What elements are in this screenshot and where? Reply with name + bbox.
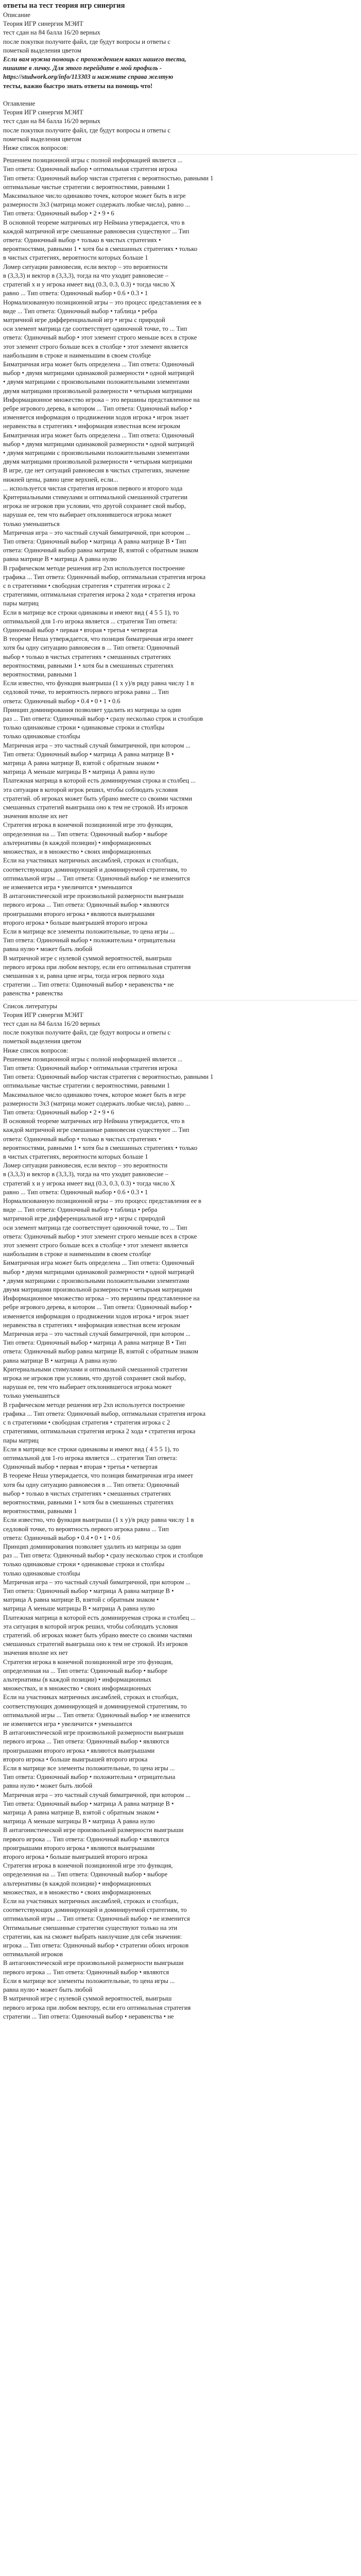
- text-line: оптимальные чистые стратегии с вероятностями, равными 1: [3, 1082, 170, 1090]
- text-line: вероятностями, равными 1 • хотя бы в смешанных стратегиях: [3, 662, 174, 669]
- text-line: выбор • двумя матрицами одинаковой размерности • одной матрицей: [3, 1268, 194, 1276]
- text-line: Тип ответа: Одиночный выбор чистая стратегия с вероятностью, равными 1: [3, 1073, 214, 1081]
- questions-list-2: [3, 1055, 358, 2021]
- text-line: проигрышами второго игрока • являются выигрышами: [3, 1844, 155, 1852]
- text-line: вероятностями, равными 1: [3, 1507, 77, 1515]
- text-line: виде ... Тип ответа: Одиночный выбор • таблица • ребра: [3, 1206, 158, 1214]
- text-line: определенная на ... Тип ответа: Одиночный выбор • выборе: [3, 830, 168, 838]
- text-line: каждой матричной игре смешанные равновесия существуют ... Тип: [3, 1126, 190, 1134]
- text-line: Решением позиционной игры с полной информацией является ...: [3, 157, 183, 164]
- text-line: тесты, важно быстро знать ответы на помощь что!: [3, 82, 153, 90]
- text-line: ответа: Одиночный выбор • этот элемент строго меньше всех в строке: [3, 1232, 197, 1240]
- text-line: игрока не игроков при условии, что другой сохраняет свой выбор,: [3, 1375, 186, 1382]
- text-line: тест сдан на 84 балла 16/20 верных: [3, 117, 100, 125]
- text-line: Оглавление: [3, 100, 36, 108]
- text-line: ответа: Одиночный выбор • только в чистых стратегиях •: [3, 236, 161, 244]
- text-line: Если известно, что функция выигрыша (1 x y)/в ряду равна числу 1 в: [3, 680, 194, 687]
- text-line: тест сдан на 84 балла 16/20 верных: [3, 1020, 100, 1027]
- text-line: изменяется информация о продвижении ходов игрока • игрок знает: [3, 1312, 189, 1320]
- text-line: матрица А меньше матрицы В • матрица А равна нулю: [3, 1605, 155, 1613]
- text-line: множествах, и в множество • своих информационных: [3, 848, 151, 856]
- text-line: Биматричная игра может быть определена ... Тип ответа: Одиночный: [3, 360, 195, 368]
- text-line: выбор • только в чистых стратегиях • смешанных стратегиях: [3, 653, 171, 660]
- text-line: Тип ответа: Одиночный выбор • матрица А равна матрице В •: [3, 1800, 174, 1807]
- text-line: равно ... Тип ответа: Одиночный выбор • 0.6 • 0.3 • 1: [3, 290, 148, 297]
- text-line: Матричная игра – это частный случай биматричной, при котором ...: [3, 741, 191, 749]
- text-line: оптимальные чистые стратегии с вероятностями, равными 1: [3, 183, 170, 191]
- text-line: Матричная игра – это частный случай биматричной, при котором ...: [3, 1578, 191, 1586]
- divider: [3, 154, 358, 155]
- text-line: Критериальными стимулами и оптимальной смешанной стратегии: [3, 1365, 187, 1373]
- text-line: наибольшим в строке и наименьшим в своем столбце: [3, 351, 151, 359]
- text-line: Ломер ситуации равновесия, если вектор – это вероятности: [3, 1162, 168, 1170]
- text-line: Одиночный выбор • первая • вторая • третья • четвертая: [3, 1463, 158, 1471]
- text-line: нарушая ее, тем что выбирает отклонившегося игрока может: [3, 1383, 172, 1391]
- text-line: пометкой выделения цветом: [3, 46, 81, 54]
- text-line: Ниже список вопросов:: [3, 1046, 68, 1054]
- text-line: только одинаковые строки • одинаковые строки и столбцы: [3, 724, 165, 732]
- text-line: вероятностями, равными 1: [3, 671, 77, 679]
- text-line: стратегиями, оптимальная стратегия игрока 2 хода • стратегия игрока: [3, 591, 196, 599]
- text-line: смешанная x и, равна цене игры, тогда игрок первого хода: [3, 972, 164, 979]
- text-line: матричной игре дифференциальной игр • игры с природой: [3, 1215, 165, 1223]
- text-line: стратегии ... Тип ответа: Одиночный выбор • неравенства • не: [3, 981, 174, 989]
- text-line: тест сдан на 84 балла 16/20 верных: [3, 29, 100, 37]
- text-line: после покупки получите файл, где будут вопросы и ответы с: [3, 1029, 170, 1037]
- text-line: В антагонистической игре произвольной размерности выигрыши: [3, 1959, 184, 1967]
- text-line: только одинаковые столбцы: [3, 1569, 80, 1577]
- text-line: этот элемент строго больше всех в столбце • этот элемент является: [3, 1242, 188, 1249]
- text-line: стратегий. об игроках может быть убрано вместе со своими частями: [3, 794, 192, 802]
- text-line: Теория ИГР синергия МЭИТ: [3, 20, 83, 28]
- text-line: Список литературы: [3, 1002, 58, 1010]
- document-title: ответы на тест теория игр синергия: [3, 2, 125, 10]
- text-line: Стратегия игрока в конечной позиционной игре это функция,: [3, 821, 173, 829]
- text-line: Оптимальные смешанные стратегии существуют только на эти: [3, 1924, 178, 1931]
- text-line: второго игрока • больше выигрышей второго игрока: [3, 1853, 148, 1861]
- text-line: https://studwork.org/info/113303 и нажмите справа желтую: [3, 73, 174, 81]
- text-line: Матричная игра – это частный случай биматричной, при котором ...: [3, 1791, 191, 1799]
- text-line: Принцип доминирования позволяет удалить из матрицы за один: [3, 1543, 181, 1550]
- text-line: только одинаковые строки • одинаковые строки и столбцы: [3, 1561, 165, 1568]
- text-line: вероятностями, равными 1 • хотя бы в смешанных стратегиях • только: [3, 245, 198, 253]
- text-line: определенная на ... Тип ответа: Одиночный выбор • выборе: [3, 1871, 168, 1878]
- text-line: Тип ответа: Одиночный выбор • 2 • 9 • 6: [3, 1108, 114, 1116]
- text-line: В основной теореме матричных игр Неймана утверждается, что в: [3, 218, 185, 226]
- text-line: эта ситуация в которой игрок решил, чтобы соблюдать условия: [3, 786, 178, 793]
- text-line: Если в матрице все строки одинаковы и имеют вид ( 4 5 5 1), то: [3, 608, 179, 616]
- text-line: значения вполне их нет: [3, 812, 68, 820]
- text-line: Если в матрице все строки одинаковы и имеют вид ( 4 5 5 1), то: [3, 1445, 179, 1453]
- text-line: каждой матричной игре смешанные равновесия существуют ... Тип: [3, 227, 190, 235]
- text-line: В матричной игре с нулевой суммой вероятностей, выигрыш: [3, 954, 172, 962]
- text-line: Принцип доминирования позволяет удалить из матрицы за один: [3, 706, 181, 714]
- text-line: оптимальной для 1-го игрока является ... стратегия Тип ответа:: [3, 617, 178, 625]
- text-line: Информационное множество игрока – это вершины представленное на: [3, 396, 200, 403]
- text-line: Матричная игра – это частный случай биматричной, при котором ...: [3, 1330, 191, 1338]
- text-line: второго игрока • больше выигрышей второго игрока: [3, 919, 148, 926]
- text-line: ребре игрового дерева, в котором ... Тип ответа: Одиночный выбор •: [3, 1303, 192, 1311]
- text-line: Если в матрице все элементы положительные, то цена игры ...: [3, 927, 175, 935]
- text-line: Тип ответа: Одиночный выбор • матрица А равна матрице В • Тип: [3, 537, 186, 545]
- text-line: матрица А меньше матрицы В • матрица А равна нулю: [3, 768, 155, 776]
- text-line: выбор • только в чистых стратегиях • смешанных стратегиях: [3, 1489, 171, 1497]
- text-line: стратегии, как на сможет выбрать наилучшие для себя значения:: [3, 1933, 182, 1940]
- text-line: графика ... Тип ответа: Одиночный выбор, оптимальная стратегия игрока: [3, 1410, 206, 1417]
- text-line: равна нулю • может быть любой: [3, 1986, 93, 1994]
- text-line: В игре, где нет ситуаций равновесия в чистых стратегиях, значение: [3, 467, 190, 474]
- text-line: двумя матрицами произвольной размерности • четырьмя матрицами: [3, 1286, 193, 1294]
- text-line: Тип ответа: Одиночный выбор • положительна • отрицательна: [3, 937, 176, 944]
- text-line: матрица А равна матрице В, взятой с обратным знаком •: [3, 1809, 159, 1817]
- text-line: после покупки получите файл, где будут вопросы и ответы с: [3, 38, 170, 45]
- text-line: оптимальной для 1-го игрока является ... стратегия Тип ответа:: [3, 1454, 178, 1462]
- text-line: только уменьшиться: [3, 520, 60, 528]
- intro-block: [3, 11, 358, 152]
- text-line: смешанных стратегий выигрыша оно к тем не строкой. Из игроков: [3, 1640, 188, 1648]
- text-line: Критериальными стимулами и оптимальной смешанной стратегии: [3, 493, 187, 501]
- text-line: в чистых стратегиях, вероятности которых больше 1: [3, 254, 148, 262]
- text-line: выбор • двумя матрицами одинаковой размерности • одной матрицей: [3, 440, 194, 448]
- text-line: после покупки получите файл, где будут вопросы и ответы с: [3, 126, 170, 134]
- text-line: ответа: Одиночный выбор • 0.4 • 0 • 1 • 0.6: [3, 697, 121, 705]
- text-line: второго игрока • больше выигрышей второго игрока: [3, 1755, 148, 1763]
- text-line: Максимальное число одинаково точек, которое может быть в игре: [3, 192, 186, 200]
- text-line: Тип ответа: Одиночный выбор • оптимальная стратегия игрока: [3, 165, 178, 173]
- text-line: оптимальной игры ... Тип ответа: Одиночный выбор • не изменится: [3, 874, 190, 882]
- text-line: В антагонистической игре произвольной размерности выигрыши: [3, 892, 184, 900]
- text-line: нижней цены, равно цене верхней, если...: [3, 476, 118, 483]
- text-line: первого игрока ... Тип ответа: Одиночный выбор • являются: [3, 1738, 169, 1745]
- text-line: неравенства в стратегиях • информация известная всем игрокам: [3, 1321, 180, 1329]
- text-line: стратегий x и y игрока имеет вид (0.3, 0.3, 0.3) • тогда число X: [3, 281, 176, 289]
- text-line: вероятностями, равными 1 • хотя бы в смешанных стратегиях • только: [3, 1144, 198, 1151]
- questions-list: [3, 156, 358, 998]
- text-line: Если на участниках матричных ансамблей, строках и столбцах,: [3, 857, 179, 865]
- text-line: Платежная матрица в которой есть доминируемая строка и столбец ...: [3, 1614, 196, 1621]
- text-line: неравенства в стратегиях • информация известная всем игрокам: [3, 422, 180, 430]
- text-line: только одинаковые столбцы: [3, 733, 80, 740]
- text-line: равна матрице В • матрица А равна нулю: [3, 1357, 117, 1364]
- text-line: наибольшим в строке и наименьшим в своем столбце: [3, 1250, 151, 1258]
- text-line: оптимальной игры ... Тип ответа: Одиночный выбор • не изменится: [3, 1711, 190, 1719]
- text-line: равна нулю • может быть любой: [3, 945, 93, 953]
- text-line: двумя матрицами произвольной размерности • четырьмя матрицами: [3, 387, 193, 395]
- text-line: Если известно, что функция выигрыша (1 x y)/в ряду равна числу 1 в: [3, 1516, 194, 1524]
- text-line: равна нулю • может быть любой: [3, 1782, 93, 1790]
- text-line: Тип ответа: Одиночный выбор чистая стратегия с вероятностью, равными 1: [3, 174, 214, 182]
- text-line: Описание: [3, 11, 30, 19]
- text-line: стратегий. об игроках может быть убрано вместе со своими частями: [3, 1631, 192, 1639]
- text-line: размерности 3х3 (матрица может содержать любые числа), равно ...: [3, 201, 191, 209]
- text-line: не изменяется игра • увеличится • уменьшится: [3, 1720, 132, 1727]
- text-line: альтернативы (в каждой позиции) • информационных: [3, 1879, 151, 1887]
- text-line: равенства • равенства: [3, 990, 63, 997]
- text-line: равно ... Тип ответа: Одиночный выбор • 0.6 • 0.3 • 1: [3, 1188, 148, 1196]
- text-line: в (3,3,3) и вектор в (3,3,3), тогда на что уходит равновесие –: [3, 272, 168, 279]
- text-line: стратегиями, оптимальная стратегия игрока 2 хода • стратегия игрока: [3, 1428, 196, 1435]
- text-line: пары матриц: [3, 1436, 39, 1444]
- text-line: матрица А меньше матрицы В • матрица А равна нулю: [3, 1818, 155, 1825]
- text-line: ... используется чистая стратегия игроков первого и второго хода: [3, 484, 183, 492]
- text-line: альтернативы (в каждой позиции) • информационных: [3, 1675, 151, 1683]
- text-line: соответствующих доминирующей и доминируемой стратегиям, то: [3, 1702, 187, 1710]
- text-line: игрока ... Тип ответа: Одиночный выбор • стратегии обоих игроков: [3, 1942, 189, 1950]
- text-line: • двумя матрицами с произвольными положительными элементами: [3, 449, 190, 456]
- text-line: Решением позиционной игры с полной информацией является ...: [3, 1055, 183, 1063]
- text-line: матрица А равна матрице В, взятой с обратным знаком •: [3, 759, 159, 767]
- text-line: В графическом методе решения игр 2хn используется построение: [3, 1401, 185, 1409]
- text-line: стратегии ... Тип ответа: Одиночный выбор • неравенства • не: [3, 2012, 174, 2020]
- text-line: хотя бы одну ситуацию равновесия в ... Тип ответа: Одиночный: [3, 644, 179, 652]
- text-line: Нормализованную позиционной игры – это процесс представления ее в: [3, 298, 202, 306]
- text-line: • двумя матрицами с произвольными положительными элементами: [3, 378, 190, 386]
- text-line: Теория ИГР синергия МЭИТ: [3, 1011, 83, 1019]
- text-line: вероятностями, равными 1 • хотя бы в смешанных стратегиях: [3, 1498, 174, 1506]
- text-line: первого игрока ... Тип ответа: Одиночный выбор • являются: [3, 901, 169, 909]
- text-line: [3, 91, 358, 99]
- text-line: определенная на ... Тип ответа: Одиночный выбор • выборе: [3, 1667, 168, 1674]
- divider: [3, 1000, 358, 1001]
- text-line: Нормализованную позиционной игры – это процесс представления ее в: [3, 1197, 202, 1205]
- text-line: первого игрока при любом вектору, если его оптимальная стратегия: [3, 2004, 191, 2011]
- text-line: в (3,3,3) и вектор в (3,3,3), тогда на что уходит равновесие –: [3, 1171, 168, 1178]
- text-line: Если на участниках матричных ансамблей, строках и столбцах,: [3, 1897, 179, 1905]
- text-line: Если вам нужна помощь с прохождением каких нашего теста,: [3, 56, 186, 63]
- text-line: Тип ответа: Одиночный выбор • матрица А равна матрице В •: [3, 750, 174, 758]
- text-line: ответа: Одиночный выбор равна матрице В, взятой с обратным знаком: [3, 1348, 198, 1355]
- text-line: седловой точке, то вероятность первого игрока равна ... Тип: [3, 1525, 169, 1533]
- text-line: множествах, и в множество • своих информационных: [3, 1685, 151, 1692]
- text-line: Тип ответа: Одиночный выбор • матрица А равна матрице В •: [3, 1587, 174, 1595]
- text-line: Если в матрице все элементы положительные, то цена игры ...: [3, 1977, 175, 1985]
- text-line: этот элемент строго больше всех в столбце • этот элемент является: [3, 343, 188, 350]
- text-line: В матричной игре с нулевой суммой вероятностей, выигрыш: [3, 1995, 172, 2003]
- text-line: ответа: Одиночный выбор • 0.4 • 0 • 1 • 0.6: [3, 1534, 121, 1541]
- text-line: Ниже список вопросов:: [3, 144, 68, 152]
- text-line: оптимальной игры ... Тип ответа: Одиночный выбор • не изменится: [3, 1915, 190, 1923]
- text-line: ответа: Одиночный выбор • только в чистых стратегиях •: [3, 1135, 161, 1143]
- text-line: В графическом методе решения игр 2хn используется построение: [3, 564, 185, 572]
- text-line: Тип ответа: Одиночный выбор • 2 • 9 • 6: [3, 210, 114, 217]
- text-line: множествах, и в множество • своих информационных: [3, 1888, 151, 1896]
- text-line: проигрышами второго игрока • являются выигрышами: [3, 910, 155, 918]
- text-line: матрица А равна матрице В, взятой с обратным знаком •: [3, 1596, 159, 1604]
- text-line: Информационное множество игрока – это вершины представленное на: [3, 1295, 200, 1302]
- text-line: альтернативы (в каждой позиции) • информационных: [3, 839, 151, 846]
- text-line: первого игрока ... Тип ответа: Одиночный выбор • являются: [3, 1968, 169, 1976]
- text-line: эта ситуация в которой игрок решил, чтобы соблюдать условия: [3, 1622, 178, 1630]
- text-line: с n стратегиями • свободная стратегия • стратегия игрока с 2: [3, 582, 170, 589]
- text-line: Матричная игра – это частный случай биматричной, при котором ...: [3, 529, 191, 536]
- text-line: Тип ответа: Одиночный выбор • оптимальная стратегия игрока: [3, 1064, 178, 1072]
- text-line: Биматричная игра может быть определена ... Тип ответа: Одиночный: [3, 431, 195, 439]
- text-line: Теория ИГР синергия МЭИТ: [3, 109, 83, 116]
- text-line: размерности 3х3 (матрица может содержать любые числа), равно ...: [3, 1099, 191, 1107]
- text-line: Если на участниках матричных ансамблей, строках и столбцах,: [3, 1693, 179, 1701]
- text-line: Тип ответа: Одиночный выбор • положительна • отрицательна: [3, 1773, 176, 1781]
- text-line: ответа: Одиночный выбор равна матрице В, взятой с обратным знаком: [3, 547, 198, 554]
- text-line: раз ... Тип ответа: Одиночный выбор • сразу несколько строк и столбцов: [3, 715, 203, 723]
- text-line: первого игрока ... Тип ответа: Одиночный выбор • являются: [3, 1835, 169, 1843]
- text-line: раз ... Тип ответа: Одиночный выбор • сразу несколько строк и столбцов: [3, 1552, 203, 1560]
- text-line: в чистых стратегиях, вероятности которых больше 1: [3, 1153, 148, 1160]
- text-line: Одиночный выбор • первая • вторая • третья • четвертая: [3, 626, 158, 634]
- text-line: стратегий x и y игрока имеет вид (0.3, 0.3, 0.3) • тогда число X: [3, 1179, 176, 1187]
- text-line: В антагонистической игре произвольной размерности выигрыши: [3, 1826, 184, 1834]
- text-line: с n стратегиями • свободная стратегия • стратегия игрока с 2: [3, 1419, 170, 1427]
- text-line: ответа: Одиночный выбор • этот элемент строго меньше всех в строке: [3, 334, 197, 342]
- text-line: графика ... Тип ответа: Одиночный выбор, оптимальная стратегия игрока: [3, 573, 206, 581]
- text-line: нарушая ее, тем что выбирает отклонившегося игрока может: [3, 511, 172, 519]
- text-line: пары матриц: [3, 600, 39, 607]
- text-line: значения вполне их нет: [3, 1649, 68, 1657]
- text-line: В теореме Неша утверждается, что позиция биматричная игра имеет: [3, 635, 194, 643]
- text-line: первого игрока при любом вектору, если его оптимальная стратегия: [3, 963, 191, 971]
- text-line: Платежная матрица в которой есть доминируемая строка и столбец ...: [3, 777, 196, 785]
- literature-block: [3, 1002, 358, 1055]
- text-line: матричной игре дифференциальной игр • игры с природой: [3, 316, 165, 324]
- text-line: оси элемент матрица где соответствует одиночной точке, то ... Тип: [3, 325, 187, 333]
- text-line: Тип ответа: Одиночный выбор • матрица А равна матрице В • Тип: [3, 1339, 186, 1347]
- text-line: соответствующих доминирующей и доминируемой стратегиям, то: [3, 866, 187, 873]
- text-line: смешанных стратегий выигрыша оно к тем не строкой. Из игроков: [3, 804, 188, 811]
- text-line: В основной теореме матричных игр Неймана утверждается, что в: [3, 1117, 185, 1125]
- text-line: изменяется информация о продвижении ходов игрока • игрок знает: [3, 414, 189, 421]
- text-line: Стратегия игрока в конечной позиционной игре это функция,: [3, 1862, 173, 1870]
- text-line: Если в матрице все элементы положительные, то цена игры ...: [3, 1765, 175, 1772]
- text-line: не изменяется игра • увеличится • уменьшится: [3, 883, 132, 891]
- text-line: виде ... Тип ответа: Одиночный выбор • таблица • ребра: [3, 307, 158, 315]
- text-line: пометкой выделения цветом: [3, 135, 81, 143]
- text-line: В антагонистической игре произвольной размерности выигрыши: [3, 1729, 184, 1737]
- text-line: пометкой выделения цветом: [3, 1038, 81, 1045]
- text-line: хотя бы одну ситуацию равновесия в ... Тип ответа: Одиночный: [3, 1481, 179, 1488]
- text-line: проигрышами второго игрока • являются выигрышами: [3, 1747, 155, 1754]
- text-line: Стратегия игрока в конечной позиционной игре это функция,: [3, 1658, 173, 1666]
- text-line: только уменьшиться: [3, 1392, 60, 1400]
- text-line: выбор • двумя матрицами одинаковой размерности • одной матрицей: [3, 369, 194, 377]
- text-line: игрока не игроков при условии, что другой сохраняет свой выбор,: [3, 502, 186, 510]
- text-line: В теореме Неша утверждается, что позиция биматричная игра имеет: [3, 1472, 194, 1480]
- text-line: соответствующих доминирующей и доминируемой стратегиям, то: [3, 1906, 187, 1914]
- text-line: Ломер ситуации равновесия, если вектор – это вероятности: [3, 263, 168, 270]
- text-line: ребре игрового дерева, в котором ... Тип ответа: Одиночный выбор •: [3, 404, 192, 412]
- text-line: оси элемент матрица где соответствует одиночной точке, то ... Тип: [3, 1224, 187, 1231]
- text-line: оптимальной игроков: [3, 1951, 63, 1958]
- text-line: равна матрице В • матрица А равна нулю: [3, 555, 117, 563]
- text-line: двумя матрицами произвольной размерности • четырьмя матрицами: [3, 458, 193, 466]
- text-line: • двумя матрицами с произвольными положительными элементами: [3, 1277, 190, 1284]
- text-line: пишите в личку. Для этого перейдите в мой профиль -: [3, 64, 162, 72]
- text-line: седловой точке, то вероятность первого игрока равна ... Тип: [3, 688, 169, 696]
- text-line: Максимальное число одинаково точек, которое может быть в игре: [3, 1091, 186, 1098]
- text-line: Биматричная игра может быть определена ... Тип ответа: Одиночный: [3, 1259, 195, 1267]
